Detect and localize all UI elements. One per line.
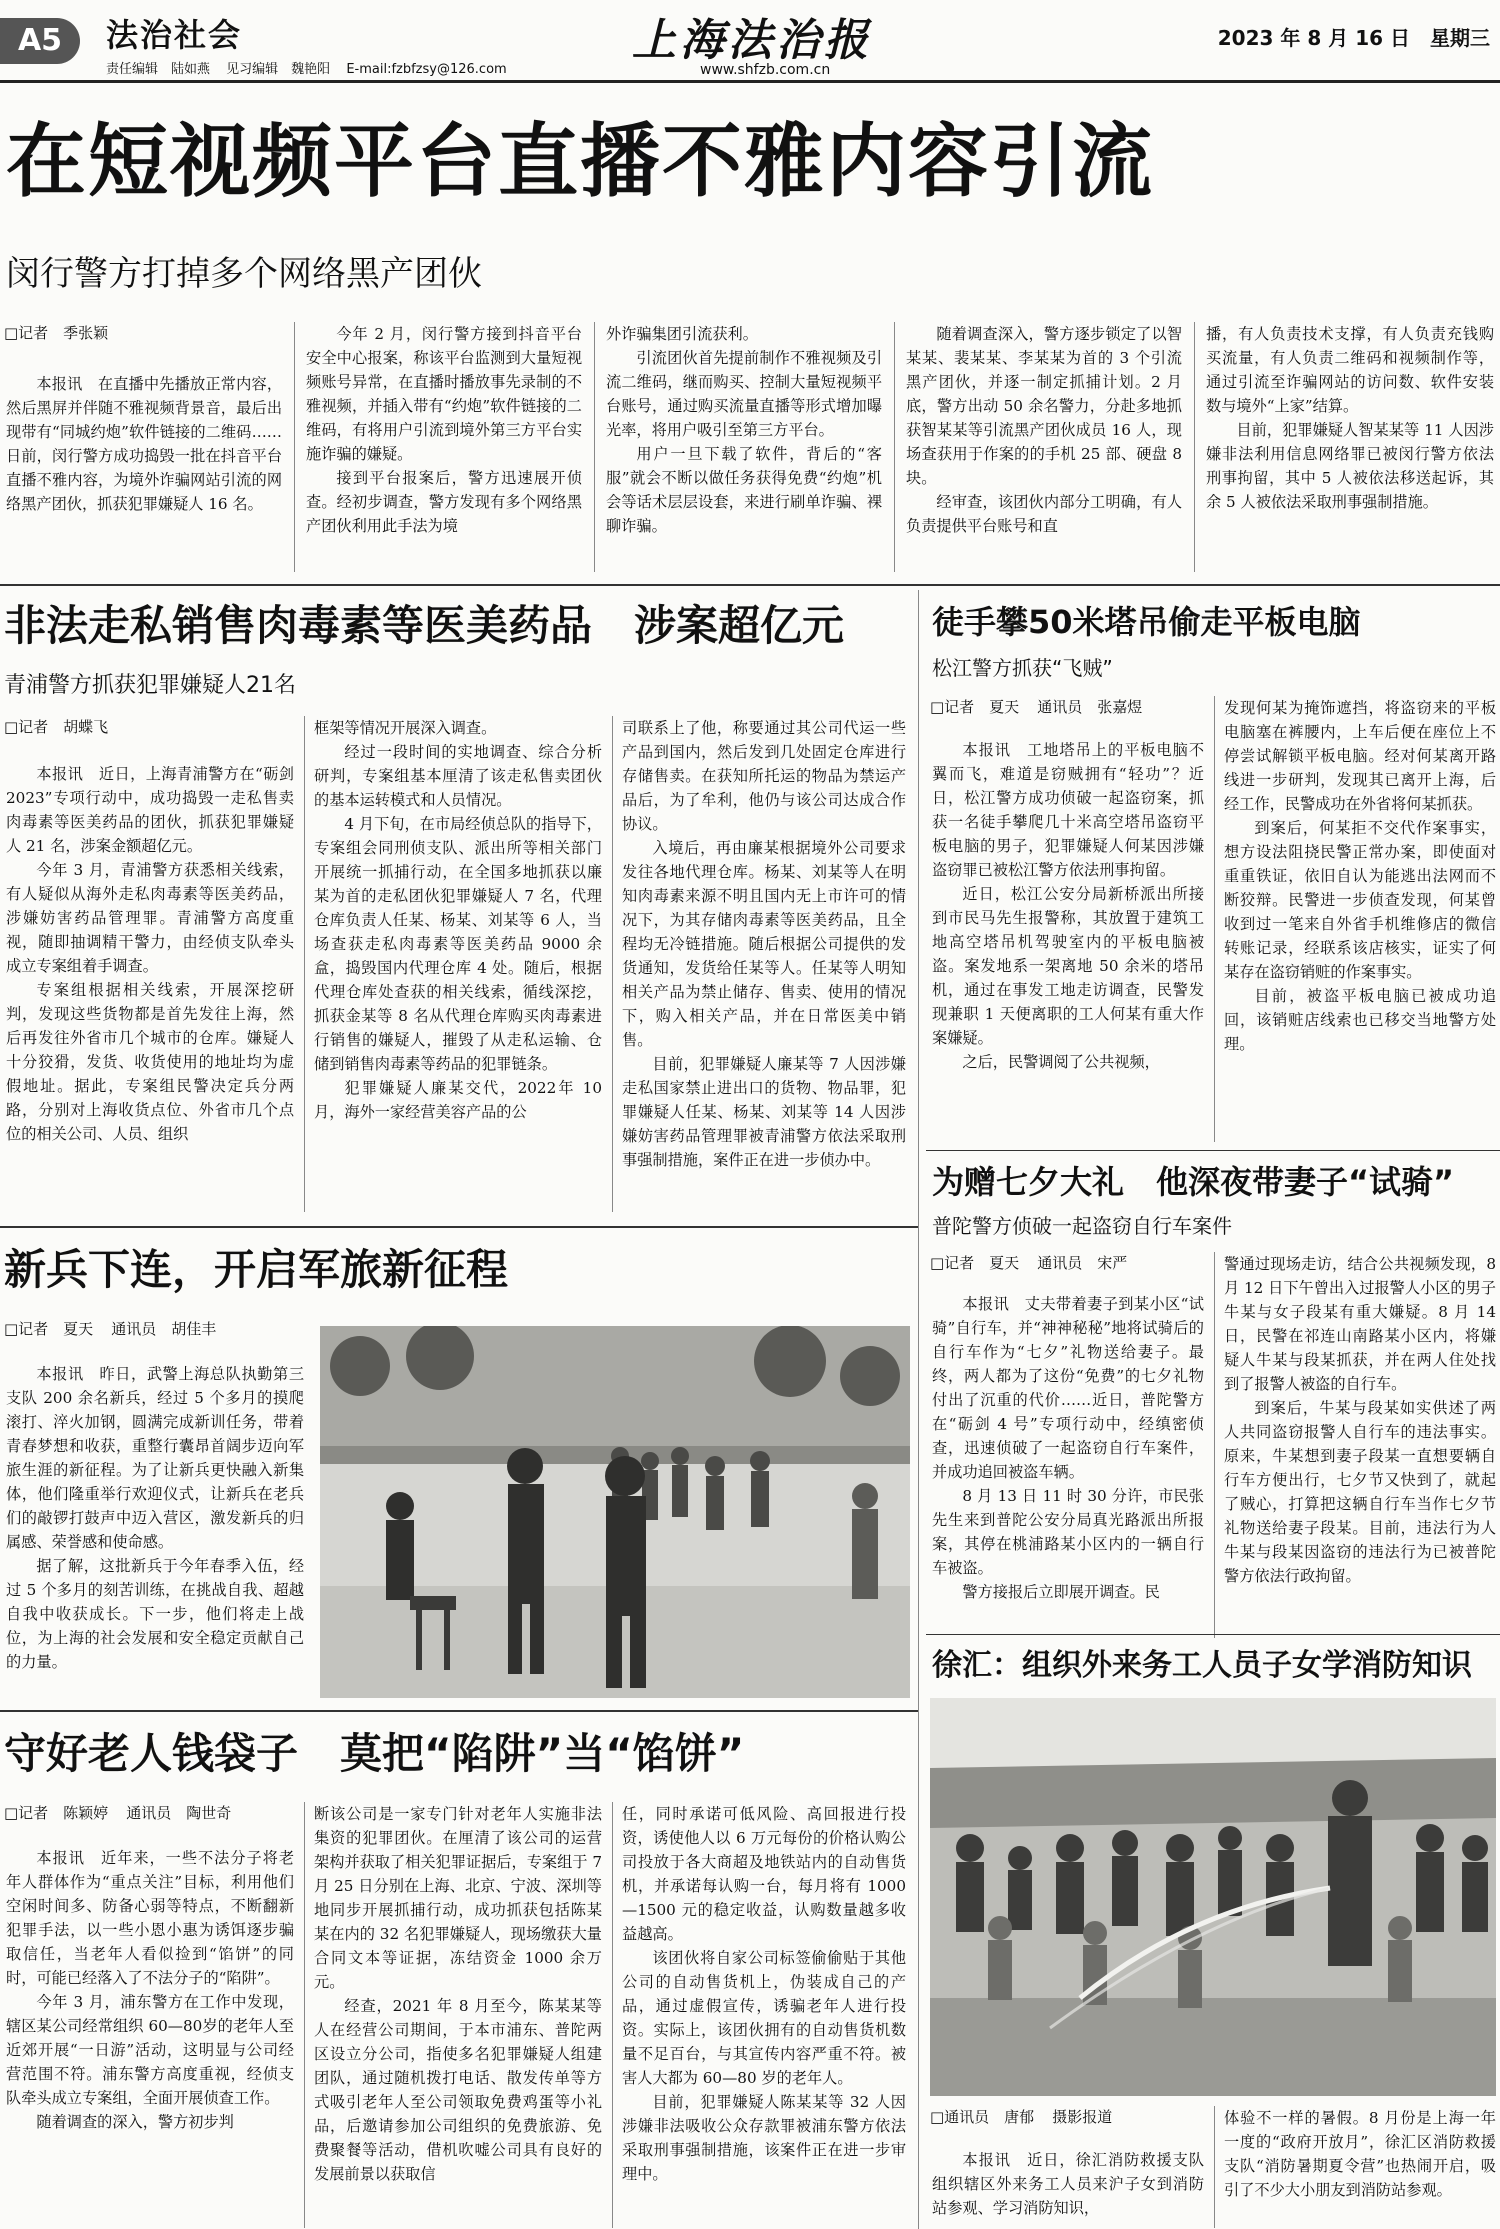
elderly-col-1 xyxy=(6,1846,294,2226)
paragraph: 8 月 13 日 11 时 30 分许，市民张先生来到普陀公安分局真光路派出所报案，其停在桃浦路某小区内的一辆自行车被盗。 xyxy=(932,1487,1204,1577)
column-divider xyxy=(1214,1252,1215,1638)
paragraph: 到案后，何某拒不交代作案事实，想方设法阻挠民警正常办案，即使面对重重铁证，依旧自认为能逃出法网而不断狡辩。民警进一步侦查发现，何某曾收到过一笔来自外省手机维修店的微信转账记录，经联系该店核实，证实了何某存在盗窃销赃的作案事实。 xyxy=(1224,819,1496,981)
paragraph: 断该公司是一家专门针对老年人实施非法集资的犯罪团伙。在厘清了该公司的运营架构并获取了相关犯罪证据后，专案组于 7 月 25 日分别在上海、北京、宁波、深圳等地同步开展抓捕行动，成功抓获包括陈某某在内的 32 名犯罪嫌疑人，现场缴获大量合同文本等证据，冻结资金 1000 余万元。 xyxy=(314,1805,602,1991)
lead-headline: 在短视频平台直播不雅内容引流 xyxy=(6,115,1154,208)
website-url: www.shfzb.com.cn xyxy=(700,62,831,78)
reporter: □记者 陈颖婷 xyxy=(4,1804,109,1822)
bike-headline: 为赠七夕大礼 他深夜带妻子“试骑” xyxy=(932,1163,1455,1201)
paragraph: 目前，犯罪嫌疑人廉某等 7 人因涉嫌走私国家禁止进出口的货物、物品罪，犯罪嫌疑人任某、杨某、刘某等 14 人因涉嫌妨害药品管理罪被青浦警方依法采取刑事强制措施，案件正在进一步侦办中。 xyxy=(622,1055,906,1169)
paragraph: 引流团伙首先提前制作不雅视频及引流二维码，继而购买、控制大量短视频平台账号，通过购买流量直播等形式增加曝光率，将用户吸引至第三方平台。 xyxy=(606,349,882,439)
paragraph: 本报讯 近日，上海青浦警方在“砺剑 2023”专项行动中，成功捣毁一走私售卖肉毒素等医美药品的团伙，抓获犯罪嫌疑人 21 名，涉案金额超亿元。 xyxy=(6,765,294,855)
section-rule xyxy=(926,1150,1500,1151)
drugs-col-1 xyxy=(6,762,294,1212)
tower-subhead: 松江警方抓获“飞贼” xyxy=(932,656,1113,680)
paragraph: 目前，被盗平板电脑已被成功追回，该销赃店线索也已移交当地警方处理。 xyxy=(1224,987,1496,1053)
column-divider xyxy=(304,716,305,1212)
lead-col-1 xyxy=(6,372,282,572)
paragraph: 之后，民警调阅了公共视频， xyxy=(962,1053,1160,1071)
recruits-col-1 xyxy=(6,1362,304,1696)
lead-col-2 xyxy=(306,322,582,572)
paragraph: 专案组根据相关线索，开展深挖研判，发现这些货物都是首先发往上海，然后再发往外省市几个城市的仓库。嫌疑人十分狡猾，发货、收货使用的地址均为虚假地址。据此，专案组民警决定兵分两路，分别对上海收货点位、外省市几个点位的相关公司、人员、组织 xyxy=(6,981,294,1143)
paragraph: 警方接报后立即展开调查。民 xyxy=(962,1583,1160,1601)
paragraph: 今年 3 月，青浦警方获悉相关线索，有人疑似从海外走私肉毒素等医美药品，涉嫌妨害药品管理罪。青浦警方高度重视，随即抽调精干警力，由经侦支队牵头成立专案组着手调查。 xyxy=(6,861,294,975)
paragraph: 今年 2 月，闵行警方接到抖音平台安全中心报案，称该平台监测到大量短视频账号异常，在直播时播放事先录制的不雅视频，并插入带有“约炮”软件链接的二维码，有将用户引流到境外第三方平台实施诈骗的嫌疑。 xyxy=(306,325,582,463)
column-divider xyxy=(1214,2106,1215,2228)
column-divider xyxy=(594,322,595,572)
recruits-headline: 新兵下连，开启军旅新征程 xyxy=(4,1245,509,1294)
section-rule xyxy=(0,1710,918,1712)
page-number-badge: A5 xyxy=(0,18,80,64)
masthead-rule xyxy=(0,80,1500,83)
section-rule xyxy=(0,584,1500,586)
paragraph: 4 月下旬，在市局经侦总队的指导下，专案组会同刑侦支队、派出所等相关部门开展统一抓捕行动，在全国多地抓获以廉某为首的走私团伙犯罪嫌疑人 7 名，代理仓库负责人任某、杨某、刘某等 6 人，当场查获走私肉毒素等医美药品 9000 余盒，捣毁国内代理仓库 4 处。随后，根据代理仓库处查获的相关线索，循线深挖，抓获金某等 8 名从代理仓库购买肉毒素进行销售的嫌疑人，摧毁了从走私运输、仓储到销售肉毒素等药品的犯罪链条。 xyxy=(314,815,602,1073)
elderly-col-3 xyxy=(622,1802,906,2226)
paragraph: 经查，2021 年 8 月至今，陈某某等人在经营公司期间，于本市浦东、普陀两区设立分公司，指使多名犯罪嫌疑人组建团队，通过随机拨打电话、散发传单等方式吸引老年人至公司领取免费鸡蛋等小礼品，后邀请参加公司组织的免费旅游、免费聚餐等活动，借机吹嘘公司具有良好的发展前景以获取信 xyxy=(314,1997,602,2183)
section-title: 法治社会 xyxy=(106,16,243,54)
drugs-byline: □记者 胡蝶飞 xyxy=(4,718,109,736)
paragraph: 体验不一样的暑假。8 月份是上海一年一度的“政府开放月”，徐汇区消防救援支队“消防暑期夏令营”也热闹开启，吸引了不少大小朋友到消防站参观。 xyxy=(1224,2109,1496,2199)
paragraph: 目前，犯罪嫌疑人智某某等 11 人因涉嫌非法利用信息网络罪已被闵行警方依法刑事拘留，其中 5 人被依法移送起诉，其余 5 人被依法采取刑事强制措施。 xyxy=(1206,421,1494,511)
fire-headline: 徐汇：组织外来务工人员子女学消防知识 xyxy=(932,1648,1472,1683)
paragraph: 据了解，这批新兵于今年春季入伍，经过 5 个多月的刻苦训练，在挑战自我、超越自我中收获成长。下一步，他们将走上战位，为上海的社会发展和安全稳定贡献自己的力量。 xyxy=(6,1557,304,1671)
section-rule xyxy=(926,1634,1500,1635)
reporter: □记者 夏天 xyxy=(930,698,1020,716)
paragraph: 本报讯 工地塔吊上的平板电脑不翼而飞，难道是窃贼拥有“轻功”？近日，松江警方成功侦破一起盗窃案，抓获一名徒手攀爬几十米高空塔吊盗窃平板电脑的男子，犯罪嫌疑人何某因涉嫌盗窃罪已被松江警方依法刑事拘留。 xyxy=(932,741,1204,879)
paragraph: 经审查，该团伙内部分工明确，有人负责提供平台账号和直 xyxy=(906,493,1182,535)
photo-children-firehose xyxy=(930,1698,1496,2096)
correspondent: 通讯员 胡佳丰 xyxy=(111,1320,217,1338)
column-divider xyxy=(894,322,895,572)
paragraph: 接到平台报案后，警方迅速展开侦查。经初步调查，警方发现有多个网络黑产团伙利用此手法为境 xyxy=(306,469,582,535)
section-rule xyxy=(0,1226,918,1228)
paragraph: 近日，松江公安分局新桥派出所接到市民马先生报警称，其放置于建筑工地高空塔吊机驾驶室内的平板电脑被盗。案发地系一架离地 50 余米的塔吊机，通过在事发工地走访调查，民警发现兼职 1 天便离职的工人何某有重大作案嫌疑。 xyxy=(932,885,1204,1047)
reporter: □记者 夏天 xyxy=(4,1320,94,1338)
photo-credit: 摄影报道 xyxy=(1052,2108,1113,2126)
paragraph: 本报讯 在直播中先播放正常内容，然后黑屏并伴随不雅视频背景音，最后出现带有“同城约炮”软件链接的二维码……日前，闵行警方成功捣毁一批在抖音平台直播不雅内容，为境外诈骗网站引流的网络黑产团伙，抓获犯罪嫌疑人 16 名。 xyxy=(6,375,282,513)
elderly-col-2 xyxy=(314,1802,602,2226)
reporter: □记者 夏天 xyxy=(930,1254,1020,1272)
column-divider xyxy=(294,322,295,572)
paragraph: 本报讯 近日，徐汇消防救援支队组织辖区外来务工人员来沪子女到消防站参观、学习消防知识， xyxy=(932,2151,1204,2217)
bike-col-2 xyxy=(1224,1252,1496,1638)
column-divider xyxy=(304,1802,305,2228)
paragraph: 随着调查的深入，警方初步判 xyxy=(36,2113,234,2131)
recruits-photo xyxy=(320,1326,910,1698)
drugs-subhead: 青浦警方抓获犯罪嫌疑人21名 xyxy=(4,673,296,698)
lead-col-3 xyxy=(606,322,882,572)
paragraph: 今年 3 月，浦东警方在工作中发现，辖区某公司经常组织 60—80岁的老年人至近郊开展“一日游”活动，这明显与公司经营范围不符。浦东警方高度重视，经侦支队牵头成立专案组，全面开展侦查工作。 xyxy=(6,1993,294,2107)
tower-col-2 xyxy=(1224,696,1496,1142)
paragraph: 播，有人负责技术支撑，有人负责充钱购买流量，有人负责二维码和视频制作等，通过引流至诈骗网站的访问数、软件安装数与境外“上家”结算。 xyxy=(1206,325,1494,415)
paper-logo: 上海法治报 xyxy=(632,15,872,66)
fire-col-1 xyxy=(932,2148,1204,2226)
paragraph: 犯罪嫌疑人廉某交代，2022年 10 月，海外一家经营美容产品的公 xyxy=(314,1079,602,1121)
drugs-col-3 xyxy=(622,716,906,1212)
lead-col-4 xyxy=(906,322,1182,572)
paragraph: 本报讯 近年来，一些不法分子将老年人群体作为“重点关注”目标，利用他们空闲时间多、防备心弱等特点，不断翻新犯罪手法，以一些小恩小惠为诱饵逐步骗取信任，当老年人看似捡到“馅饼”的同时，可能已经落入了不法分子的“陷阱”。 xyxy=(6,1849,294,1987)
paragraph: 目前，犯罪嫌疑人陈某某等 32 人因涉嫌非法吸收公众存款罪被浦东警方依法采取刑事强制措施，该案件正在进一步审理中。 xyxy=(622,2093,906,2183)
fire-photo xyxy=(930,1698,1496,2096)
bike-col-1 xyxy=(932,1292,1204,1636)
paragraph: 到案后，牛某与段某如实供述了两人共同盗窃报警人自行车的违法事实。原来，牛某想到妻子段某一直想要辆自行车方便出行，七夕节又快到了，就起了贼心，打算把这辆自行车当作七夕节礼物送给妻子段某。目前，违法行为人牛某与段某因盗窃的违法行为已被普陀警方依法行政拘留。 xyxy=(1224,1399,1496,1585)
paragraph: 随着调查深入，警方逐步锁定了以智某某、裴某某、李某某为首的 3 个引流黑产团伙，并逐一制定抓捕计划。2 月底，警方出动 50 余名警力，分赴多地抓获智某某等引流黑产团伙成员 16 人，现场查获用于作案的的手机 25 部、硬盘 8 块。 xyxy=(906,325,1182,487)
correspondent: 通讯员 宋严 xyxy=(1037,1254,1128,1272)
bike-subhead: 普陀警方侦破一起盗窃自行车案件 xyxy=(932,1214,1232,1238)
elderly-headline: 守好老人钱袋子 莫把“陷阱”当“馅饼” xyxy=(4,1729,745,1778)
paragraph: 该团伙将自家公司标签偷偷贴于其他公司的自动售货机上，伪装成自己的产品，通过虚假宣传，诱骗老年人进行投资。实际上，该团伙拥有的自动售货机数量不足百台，与其宣传内容严重不符。被害人大都为 60—80 岁的老年人。 xyxy=(622,1949,906,2087)
editors-line xyxy=(106,58,519,77)
column-divider xyxy=(612,716,613,1212)
photo-soldiers-marching xyxy=(320,1326,910,1698)
paragraph: 经过一段时间的实地调查、综合分析研判，专案组基本厘清了该走私售卖团伙的基本运转模式和人员情况。 xyxy=(314,743,602,809)
issue-date: 2023 年 8 月 16 日 星期三 xyxy=(1217,26,1490,50)
paragraph: 本报讯 丈夫带着妻子到某小区“试骑”自行车，并“神神秘秘”地将试骑后的自行车作为“七夕”礼物送给妻子。最终，两人都为了这份“免费”的七夕礼物付出了沉重的代价……近日，普陀警方在“砺剑 4 号”专项行动中，经缜密侦查，迅速侦破了一起盗窃自行车案件，并成功追回被盗车辆。 xyxy=(932,1295,1204,1481)
drugs-col-2 xyxy=(314,716,602,1212)
paragraph: 发现何某为掩饰遮挡，将盗窃来的平板电脑塞在裤腰内，上车后便在座位上不停尝试解锁平板电脑。经对何某离开路线进一步研判，发现其已离开上海，后经工作，民警成功在外省将何某抓获。 xyxy=(1224,699,1496,813)
page-divider xyxy=(918,590,919,2229)
correspondent: 通讯员 陶世奇 xyxy=(126,1804,232,1822)
paragraph: 任，同时承诺可低风险、高回报进行投资，诱使他人以 6 万元每份的价格认购公司投放于各大商超及地铁站内的自动售货机，并承诺每认购一台，每月将有 1000—1500 元的稳定收益，认购数量越多收益越高。 xyxy=(622,1805,906,1943)
fire-col-2 xyxy=(1224,2106,1496,2226)
editor-2: 见习编辑 魏艳阳 xyxy=(226,62,331,77)
tower-col-1 xyxy=(932,738,1204,1142)
recruits-byline xyxy=(4,1318,216,1339)
editor-1: 责任编辑 陆如燕 xyxy=(106,62,211,77)
paragraph: 司联系上了他，称要通过其公司代运一些产品到国内，然后发到几处固定仓库进行存储售卖。在获知所托运的物品为禁运产品后，为了牟利，他仍与该公司达成合作协议。 xyxy=(622,719,906,833)
correspondent: 通讯员 张嘉煜 xyxy=(1037,698,1143,716)
paragraph: 警通过现场走访，结合公共视频发现，8 月 12 日下午曾出入过报警人小区的男子牛某与女子段某有重大嫌疑。8 月 14 日，民警在祁连山南路某小区内，将嫌疑人牛某与段某抓获，并在两人住处找到了报警人被盗的自行车。 xyxy=(1224,1255,1496,1393)
elderly-byline xyxy=(4,1802,231,1823)
bike-byline xyxy=(930,1252,1127,1273)
paragraph: 框架等情况开展深入调查。 xyxy=(314,719,497,737)
paragraph: 入境后，再由廉某根据境外公司要求发往各地代理仓库。杨某、刘某等人在明知肉毒素来源不明且国内无上市许可的情况下，为其存储肉毒素等医美药品，且全程均无冷链措施。随后根据公司提供的发货通知，发货给任某等人。任某等人明知相关产品为禁止储存、售卖、使用的情况下，购入相关产品，并在日常医美中销售。 xyxy=(622,839,906,1049)
lead-byline: □记者 季张颖 xyxy=(4,324,109,342)
paragraph: 本报讯 昨日，武警上海总队执勤第三支队 200 余名新兵，经过 5 个多月的摸爬滚打、淬火加钢，圆满完成新训任务，带着青春梦想和收获，重整行囊昂首阔步迈向军旅生涯的新征程。为了让新兵更快融入新集体，他们隆重举行欢迎仪式，让新兵在老兵们的敲锣打鼓声中迈入营区，激发新兵的归属感、荣誉感和使命感。 xyxy=(6,1365,304,1551)
column-divider xyxy=(612,1802,613,2228)
lead-col-5 xyxy=(1206,322,1494,572)
tower-headline: 徒手攀50米塔吊偷走平板电脑 xyxy=(932,603,1361,641)
paragraph: 用户一旦下载了软件，背后的“客服”就会不断以做任务获得免费“约炮”机会等话术层层设套，来进行刷单诈骗、裸聊诈骗。 xyxy=(606,445,882,535)
tower-byline xyxy=(930,696,1142,717)
column-divider xyxy=(1194,322,1195,572)
correspondent: □通讯员 唐郁 xyxy=(930,2108,1035,2126)
paragraph: 外诈骗集团引流获利。 xyxy=(606,325,758,343)
column-divider xyxy=(1214,696,1215,1142)
fire-byline xyxy=(930,2106,1112,2127)
lead-subhead: 闵行警方打掉多个网络黑产团伙 xyxy=(6,254,482,294)
editor-email: E-mail:fzbfzsy@126.com xyxy=(346,62,507,77)
drugs-headline: 非法走私销售肉毒素等医美药品 涉案超亿元 xyxy=(4,601,845,650)
